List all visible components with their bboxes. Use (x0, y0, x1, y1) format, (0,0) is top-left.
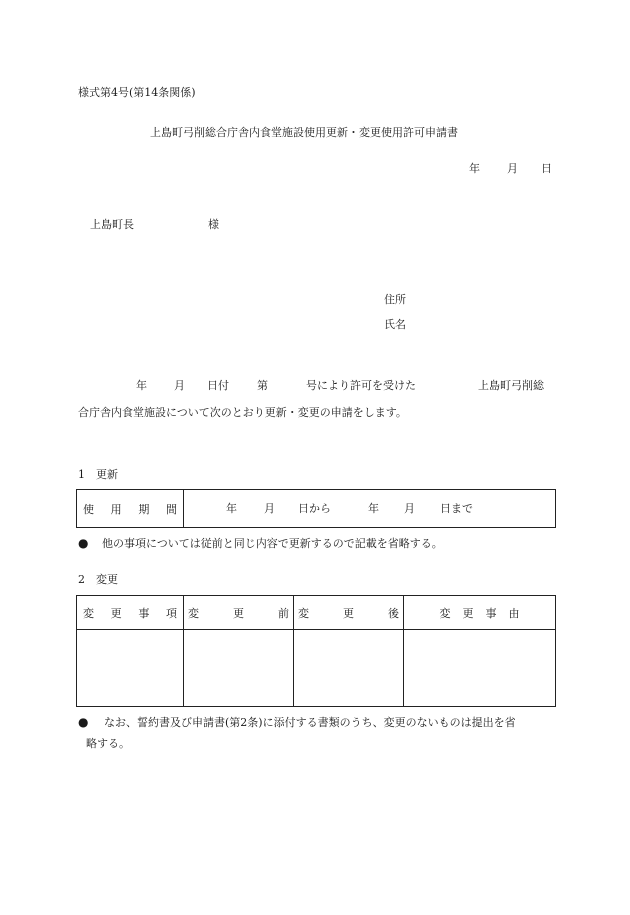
form-number: 様式第4号(第14条関係) (78, 86, 196, 99)
header-change-reason (404, 596, 556, 630)
change-reason-input[interactable] (404, 630, 556, 707)
header-char: 変 (298, 606, 309, 620)
permit-received-text: 号により許可を受けた (306, 379, 416, 392)
place-name-part1: 上島町弓削総 (478, 379, 544, 392)
bullet-icon: ● (78, 536, 89, 550)
permit-dai-label: 第 (257, 379, 268, 392)
section2-note-line2: 略する。 (86, 737, 130, 750)
period-label-char: 用 (110, 502, 122, 516)
period-value-cell[interactable] (184, 490, 556, 528)
period-from-day: 日から (298, 502, 331, 515)
header-char: 後 (388, 606, 399, 620)
permit-month-label: 月 (174, 379, 185, 392)
period-label-char: 期 (138, 502, 150, 516)
document-title: 上島町弓削総合庁舎内食堂施設使用更新・変更使用許可申請書 (150, 126, 458, 139)
header-char: 変 (188, 606, 199, 620)
period-label-char: 間 (165, 502, 177, 516)
section1-note (78, 537, 443, 549)
header-char: 更 (343, 606, 354, 620)
period-from-year: 年 (226, 502, 237, 515)
addressee-name: 上島町長 (90, 218, 134, 231)
section2-note-line1: なお、誓約書及び申請書(第2条)に添付する書類のうち、変更のないものは提出を省 (103, 716, 516, 729)
date-month-label: 月 (507, 162, 518, 175)
change-table (76, 595, 556, 707)
address-label: 住所 (384, 293, 406, 306)
header-char: 事 (138, 606, 150, 620)
renewal-table (76, 489, 556, 528)
period-label-char: 使 (83, 502, 94, 516)
header-char: 由 (508, 606, 520, 620)
period-to-day: 日まで (440, 502, 473, 515)
body-line-2: 合庁舎内食堂施設について次のとおり更新・変更の申請をします。 (78, 406, 407, 419)
period-to-month: 月 (404, 502, 415, 515)
period-from-month: 月 (264, 502, 275, 515)
before-change-input[interactable] (184, 630, 294, 707)
after-change-input[interactable] (294, 630, 404, 707)
period-label-cell (77, 490, 184, 528)
header-char: 事 (485, 606, 497, 620)
header-before-change (184, 596, 294, 630)
header-char: 変 (83, 606, 94, 620)
header-char: 更 (462, 606, 474, 620)
section1-heading: 1 更新 (78, 468, 118, 481)
header-char: 項 (165, 606, 177, 620)
section2-heading: 2 変更 (78, 573, 118, 586)
header-char: 更 (110, 606, 122, 620)
permit-year-label: 年 (136, 379, 147, 392)
change-item-input[interactable] (77, 630, 184, 707)
section1-note-text: 他の事項については従前と同じ内容で更新するので記載を省略する。 (101, 537, 443, 550)
applicant-name-label: 氏名 (384, 318, 406, 331)
addressee-honorific: 様 (208, 218, 219, 231)
header-char: 前 (278, 606, 289, 620)
header-change-item (77, 596, 184, 630)
date-year-label: 年 (469, 162, 480, 175)
bullet-icon: ● (78, 715, 89, 729)
header-char: 更 (233, 606, 244, 620)
header-char: 変 (439, 606, 451, 620)
section2-note (78, 716, 516, 728)
permit-day-label: 日付 (207, 379, 229, 392)
period-to-year: 年 (368, 502, 379, 515)
date-day-label: 日 (541, 162, 552, 175)
header-after-change (294, 596, 404, 630)
